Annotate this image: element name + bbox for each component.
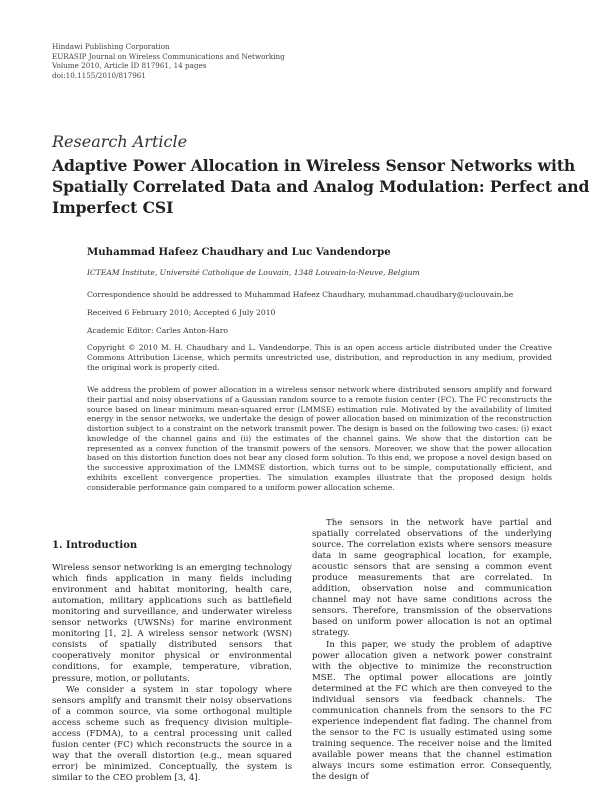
body-paragraph: The sensors in the network have partial and spatially correlated observations of the underlying source. The correlation exists where sensors measure data in same geographical location, for example, acoustic sensors that are sensing a common event produce measurements that are correlated. In addition, observation noise and communication channel may not have same conditions across the sensors. Therefore, transmission of the observations based on uniform power allocation is not an optimal strategy.: [312, 518, 552, 639]
title-line: Imperfect CSI: [52, 198, 174, 217]
authors: Muhammad Hafeez Chaudhary and Luc Vandendorpe: [87, 246, 391, 258]
article-type: Research Article: [52, 132, 188, 151]
abstract: We address the problem of power allocation in a wireless sensor network where distributed sensors amplify and forward their partial and noisy observations of a Gaussian random source to a remote fusion center (FC). The FC reconstructs the source based on linear minimum mean-squared error (LMMSE) estimation rule. Motivated by the availability of limited energy in the sensor networks, we undertake the design of power allocation based on minimization of the reconstruction distortion subject to a constraint on the network transmit power. The design is based on the following two cases: (i) exact knowledge of the channel gains and (ii) the estimates of the channel gains. We show that the distortion can be represented as a convex function of the transmit powers of the sensors. Moreover, we show that the power allocation based on this distortion function does not bear any closed form solution. To this end, we propose a novel design based on the successive approximation of the LMMSE distortion, which turns out to be simple, computationally efficient, and exhibits excellent convergence properties. The simulation examples illustrate that the proposed design holds considerable performance gain compared to a uniform power allocation scheme.: [87, 385, 552, 492]
right-column: [312, 518, 552, 783]
body-paragraph: We consider a system in star topology where sensors amplify and transmit their noisy observations of a common source, via some orthogonal multiple access scheme such as frequency division multiple-access (FDMA), to a central processing unit called fusion center (FC) which reconstructs the source in a way that the overall distortion (e.g., mean squared error) be minimized. Conceptually, the system is similar to the CEO problem [3, 4].: [52, 684, 292, 783]
title-line: Adaptive Power Allocation in Wireless Sensor Networks with: [52, 156, 576, 175]
title-line: Spatially Correlated Data and Analog Modulation: Perfect and: [52, 177, 590, 196]
copyright-notice: Copyright © 2010 M. H. Chaudhary and L. Vandendorpe. This is an open access article distributed under the Creative Commons Attribution License, which permits unrestricted use, distribution, and reproduction in any medium, provided the original work is properly cited.: [87, 343, 552, 372]
doi-line: doi:10.1155/2010/817961: [52, 70, 146, 80]
section-heading: 1. Introduction: [52, 540, 138, 551]
left-column: [52, 540, 292, 784]
correspondence: Correspondence should be addressed to Muhammad Hafeez Chaudhary, muhammad.chaudhary@uclouvain.be: [87, 290, 514, 299]
dates: Received 6 February 2010; Accepted 6 July 2010: [87, 308, 276, 317]
publisher-line: Hindawi Publishing Corporation: [52, 42, 170, 51]
body-paragraph: Wireless sensor networking is an emerging technology which finds application in many fields including environment and habitat monitoring, health care, automation, military applications such as battlefield monitoring and surveillance, and underwater wireless sensor networks (UWSNs) for marine environment monitoring [1, 2]. A wireless sensor network (WSN) consists of spatially distributed sensors that cooperatively monitor physical or environmental conditions, for example, temperature, vibration, pressure, motion, or pollutants.: [52, 563, 292, 684]
paper-title: [52, 155, 590, 218]
volume-line: Volume 2010, Article ID 817961, 14 pages: [52, 61, 207, 71]
academic-editor: Academic Editor: Carles Anton-Haro: [87, 326, 228, 335]
affiliation: ICTEAM Institute, Université Catholique de Louvain, 1348 Louvain-la-Neuve, Belgium: [87, 268, 420, 277]
journal-header: [52, 42, 285, 80]
body-paragraph: In this paper, we study the problem of adaptive power allocation given a network power constraint with the objective to minimize the reconstruction MSE. The optimal power allocations are jointly determined at the FC which are then conveyed to the individual sensors via feedback channels. The communication channels from the sensors to the FC experience independent flat fading. The channel from the sensor to the FC is usually estimated using some training sequence. The receiver noise and the limited available power means that the channel estimation always incurs some estimation error. Consequently, the design of: [312, 639, 552, 783]
journal-line: EURASIP Journal on Wireless Communications and Networking: [52, 51, 285, 61]
